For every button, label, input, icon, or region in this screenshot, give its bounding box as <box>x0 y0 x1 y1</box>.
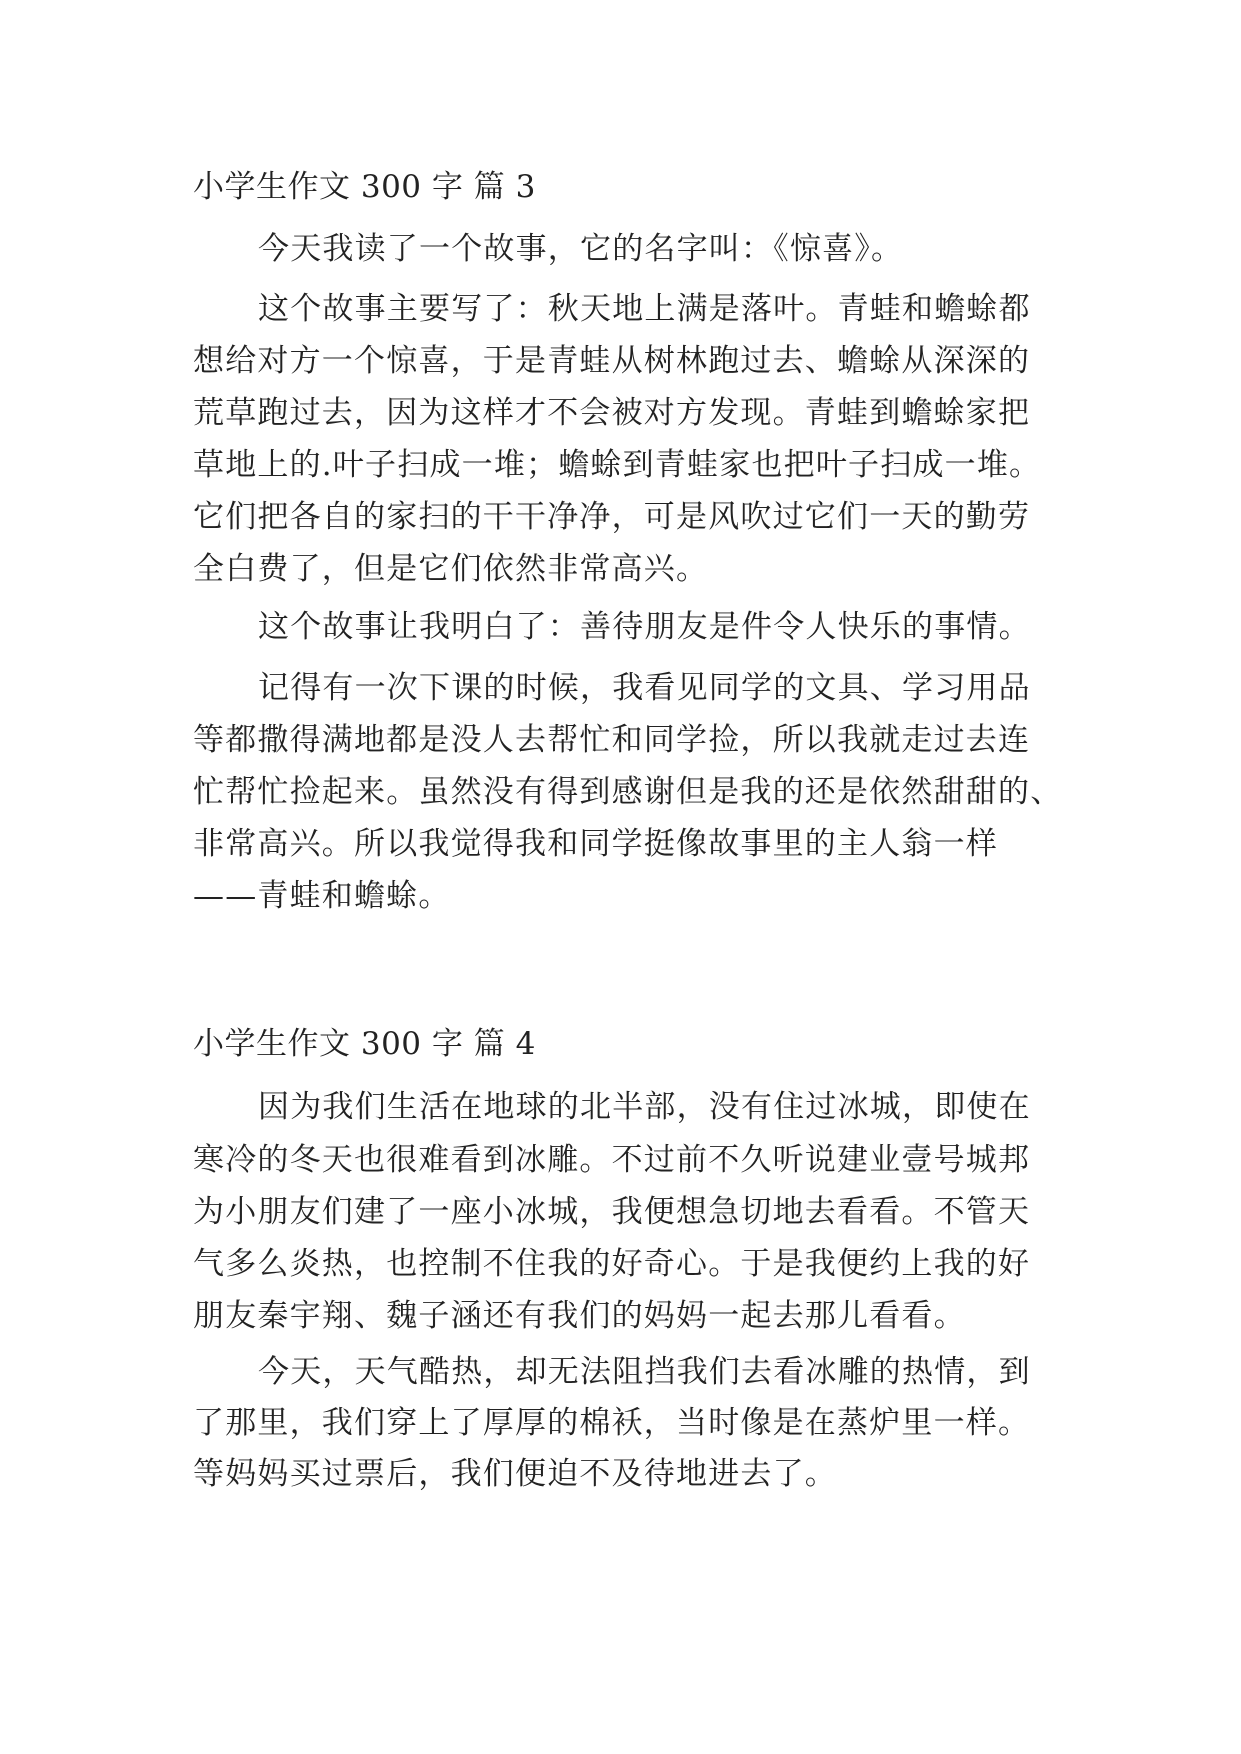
paragraph-line: 这个故事主要写了：秋天地上满是落叶。青蛙和蟾蜍都 <box>258 291 1031 327</box>
paragraph-line: 气多么炎热，也控制不住我的好奇心。于是我便约上我的好 <box>193 1246 1031 1282</box>
paragraph-line: 等都撒得满地都是没人去帮忙和同学捡，所以我就走过去连 <box>193 722 1031 758</box>
paragraph-line: 草地上的.叶子扫成一堆；蟾蜍到青蛙家也把叶子扫成一堆。 <box>193 447 1042 483</box>
paragraph-line: 全白费了，但是它们依然非常高兴。 <box>193 551 709 587</box>
section-4-heading: 小学生作文 300 字 篇 4 <box>193 1026 536 1062</box>
paragraph-line: 为小朋友们建了一座小冰城，我便想急切地去看看。不管天 <box>193 1194 1031 1230</box>
paragraph-line: 今天我读了一个故事，它的名字叫：《惊喜》。 <box>258 231 904 267</box>
section-3-heading: 小学生作文 300 字 篇 3 <box>193 169 536 205</box>
paragraph-line: 非常高兴。所以我觉得我和同学挺像故事里的主人翁一样 <box>193 826 998 862</box>
paragraph-line: 朋友秦宇翔、魏子涵还有我们的妈妈一起去那儿看看。 <box>193 1298 966 1334</box>
paragraph-line: 忙帮忙捡起来。虽然没有得到感谢但是我的还是依然甜甜的、 <box>193 774 1063 810</box>
paragraph-line: 荒草跑过去，因为这样才不会被对方发现。青蛙到蟾蜍家把 <box>193 395 1031 431</box>
paragraph-line: 想给对方一个惊喜，于是青蛙从树林跑过去、蟾蜍从深深的 <box>193 343 1031 379</box>
paragraph-line: 等妈妈买过票后，我们便迫不及待地进去了。 <box>193 1456 837 1492</box>
paragraph-line: 了那里，我们穿上了厚厚的棉袄，当时像是在蒸炉里一样。 <box>193 1405 1031 1441</box>
paragraph-line: 今天，天气酷热，却无法阻挡我们去看冰雕的热情，到 <box>258 1354 1031 1390</box>
paragraph-line: 寒冷的冬天也很难看到冰雕。不过前不久听说建业壹号城邦 <box>193 1142 1031 1178</box>
paragraph-line: 这个故事让我明白了：善待朋友是件令人快乐的事情。 <box>258 609 1031 645</box>
paragraph-line: 它们把各自的家扫的干干净净，可是风吹过它们一天的勤劳 <box>193 499 1031 535</box>
paragraph-line: 记得有一次下课的时候，我看见同学的文具、学习用品 <box>258 670 1031 706</box>
paragraph-line: 因为我们生活在地球的北半部，没有住过冰城，即使在 <box>258 1089 1031 1125</box>
paragraph-line: ——青蛙和蟾蜍。 <box>193 878 451 914</box>
